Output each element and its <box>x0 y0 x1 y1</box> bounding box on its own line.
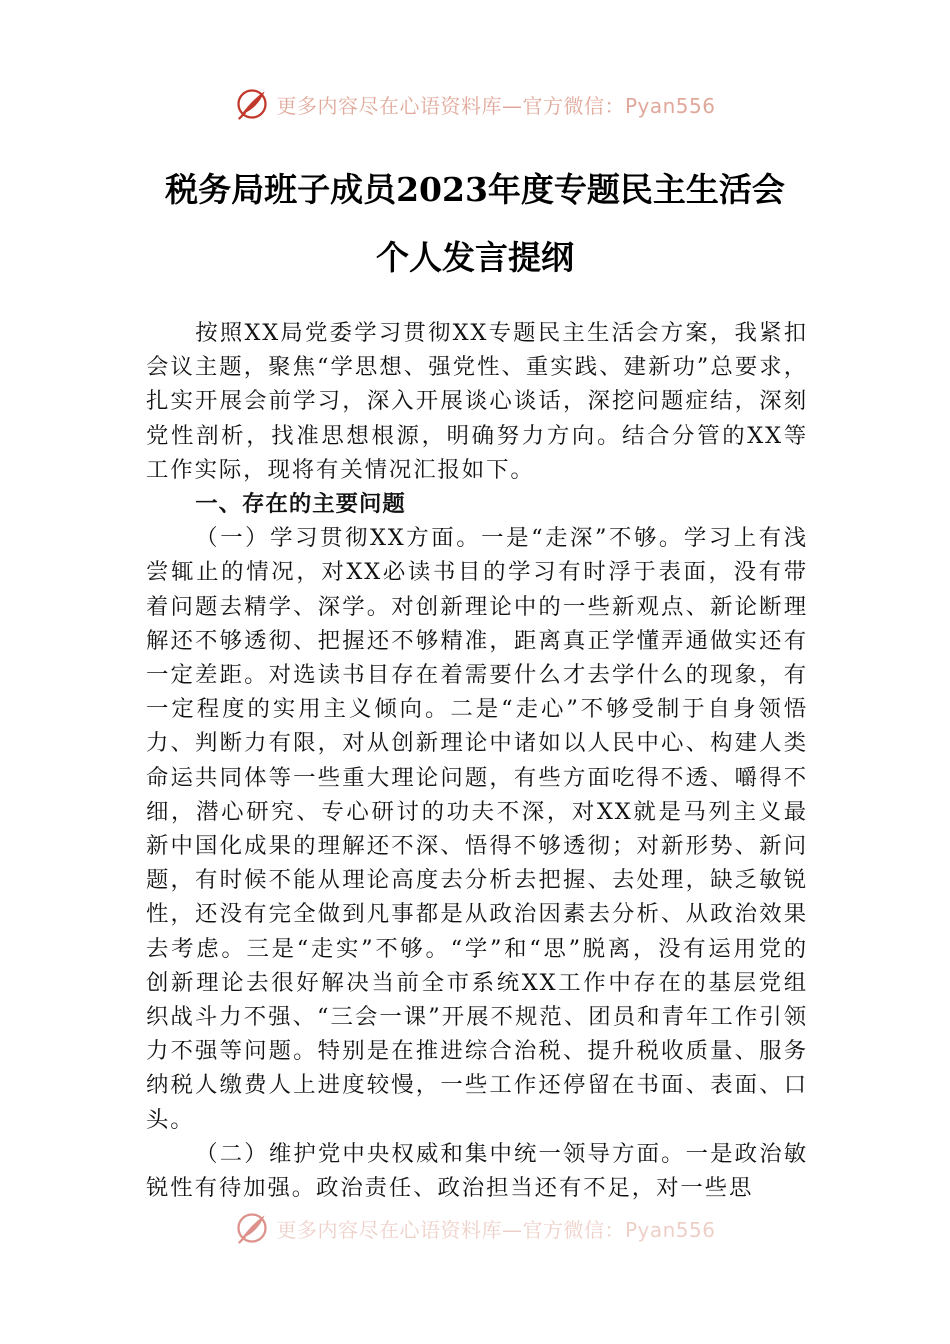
item-2-paragraph: （二）维护党中央权威和集中统一领导方面。一是政治敏锐性有待加强。政治责任、政治担当还有不足，对一些思 <box>146 1140 808 1202</box>
watermark-text: 更多内容尽在心语资料库—官方微信：Pyan556 <box>276 93 716 118</box>
watermark-footer <box>0 1208 950 1248</box>
red-quill-logo-icon <box>234 1210 270 1246</box>
red-quill-logo-icon <box>234 86 270 122</box>
document-body <box>146 316 808 1205</box>
watermark-header <box>0 84 950 124</box>
document-title-line-1: 税务局班子成员2023年度专题民主生活会 <box>165 170 785 209</box>
intro-paragraph: 按照XX局党委学习贯彻XX专题民主生活会方案，我紧扣会议主题，聚焦“学思想、强党性、重实践、建新功”总要求，扎实开展会前学习，深入开展谈心谈话，深挖问题症结，深刻党性剖析，找准思想根源，明确努力方向。结合分管的XX等工作实际，现将有关情况汇报如下。 <box>146 320 808 483</box>
document-title-line-2: 个人发言提纲 <box>376 238 574 277</box>
watermark-text: 更多内容尽在心语资料库—官方微信：Pyan556 <box>276 1217 716 1242</box>
item-1-paragraph: （一）学习贯彻XX方面。一是“走深”不够。学习上有浅尝辄止的情况，对XX必读书目的学习有时浮于表面，没有带着问题去精学、深学。对创新理论中的一些新观点、新论断理解还不够透彻、把握还不够精准，距离真正学懂弄通做实还有一定差距。对选读书目存在着需要什么才去学什么的现象，有一定程度的实用主义倾向。二是“走心”不够受制于自身领悟力、判断力有限，对从创新理论中诸如以人民中心、构建人类命运共同体等一些重大理论问题，有些方面吃得不透、嚼得不细，潜心研究、专心研讨的功夫不深，对XX就是马列主义最新中国化成果的理解还不深、悟得不够透彻；对新形势、新问题，有时候不能从理论高度去分析去把握、去处理，缺乏敏锐性，还没有完全做到凡事都是从政治因素去分析、从政治效果去考虑。三是“走实”不够。“学”和“思”脱离，没有运用党的创新理论去很好解决当前全市系统XX工作中存在的基层党组织战斗力不强、“三会一课”开展不规范、团员和青年工作引领力不强等问题。特别是在推进综合治税、提升税收质量、服务纳税人缴费人上进度较慢，一些工作还停留在书面、表面、口头。 <box>146 525 808 1133</box>
section-heading: 一、存在的主要问题 <box>195 491 406 518</box>
